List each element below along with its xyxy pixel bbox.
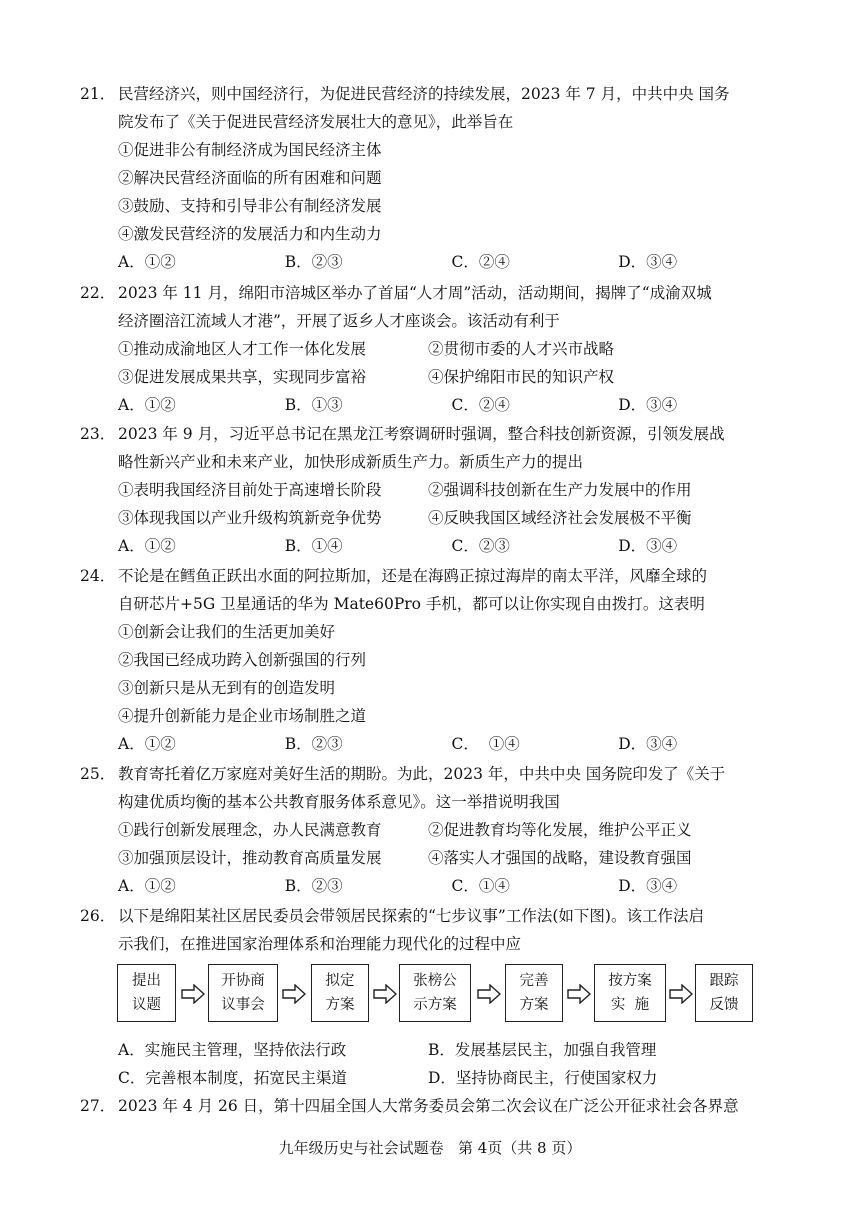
arrow-right-icon	[567, 984, 591, 1004]
flow-step-label: 开协商	[221, 973, 265, 989]
flow-step-label: 议题	[132, 997, 161, 1013]
question-stem-line	[80, 1092, 785, 1120]
option-b: B．①③	[284, 396, 343, 414]
question-number: 24．	[80, 567, 116, 585]
question-23	[80, 420, 785, 560]
question-stem-text: 2023 年 4 月 26 日，第十四届全国人大常务委员会第二次会议在广泛公开征求社会各界意	[118, 1097, 739, 1115]
option-c: C．②④	[451, 396, 510, 414]
statement-item: ③加强顶层设计，推动教育高质量发展	[118, 849, 382, 867]
flow-step-label: 按方案	[608, 973, 652, 989]
question-stem-line	[80, 420, 785, 448]
option-d: D．坚持协商民主，行使国家权力	[428, 1069, 658, 1087]
statement-row	[80, 476, 785, 504]
arrow-right-icon	[373, 984, 397, 1004]
option-d: D．③④	[618, 396, 678, 414]
flow-step-label: 完善	[519, 973, 549, 989]
statement-item: ③促进发展成果共享，实现同步富裕	[118, 368, 367, 386]
option-c: C． ①④	[451, 735, 520, 753]
answer-options	[80, 248, 785, 276]
statement-row	[80, 335, 785, 363]
flow-step	[399, 964, 471, 1022]
statement-item: ④落实人才强国的战略，建设教育强国	[428, 849, 692, 867]
statement-item: ①表明我国经济目前处于高速增长阶段	[118, 481, 382, 499]
arrow-right-icon	[477, 984, 501, 1004]
question-stem-text: 教育寄托着亿万家庭对美好生活的期盼。为此，2023 年，中共中央 国务院印发了《关于	[118, 765, 726, 783]
statement-item: ①促进非公有制经济成为国民经济主体	[118, 141, 382, 159]
question-number: 22．	[80, 284, 116, 302]
flow-step	[208, 964, 278, 1022]
option-a: A．实施民主管理，坚持依法行政	[118, 1041, 347, 1059]
flow-step	[311, 964, 369, 1022]
option-b: B．②③	[284, 253, 343, 271]
statement-item: ④反映我国区域经济社会发展极不平衡	[428, 509, 692, 527]
option-a: A．①②	[118, 537, 176, 555]
option-c: C．①④	[451, 877, 510, 895]
option-b: B．①④	[284, 537, 343, 555]
option-a: A．①②	[118, 735, 176, 753]
question-25	[80, 760, 785, 900]
flow-step-label: 提出	[132, 973, 161, 989]
flow-step	[117, 964, 176, 1022]
question-number: 21．	[80, 85, 116, 103]
option-b: B．②③	[284, 877, 343, 895]
flow-step-label: 实 施	[610, 997, 650, 1013]
question-stem-line	[80, 80, 785, 108]
statement-item: ③创新只是从无到有的创造发明	[118, 679, 336, 697]
question-stem-text: 2023 年 11 月，绵阳市涪城区举办了首届“人才周”活动，活动期间，揭牌了“成渝双城	[118, 284, 712, 302]
option-d: D．③④	[618, 537, 678, 555]
question-stem-line	[80, 902, 785, 930]
answer-options	[80, 730, 785, 758]
question-stem-line	[80, 562, 785, 590]
option-c: C．完善根本制度，拓宽民主渠道	[118, 1069, 347, 1087]
question-26-options	[80, 1036, 785, 1092]
statement-row	[80, 363, 785, 391]
question-22	[80, 279, 785, 419]
question-stem-text: 院发布了《关于促进民营经济发展壮大的意见》，此举旨在	[118, 113, 514, 131]
option-b: B．发展基层民主，加强自我管理	[428, 1041, 657, 1059]
statement-item: ③体现我国以产业升级构筑新竞争优势	[118, 509, 382, 527]
question-stem-text: 民营经济兴，则中国经济行，为促进民营经济的持续发展，2023 年 7 月，中共中央 国务	[118, 85, 730, 103]
statement-item: ①践行创新发展理念，办人民满意教育	[118, 821, 382, 839]
flow-step-label: 议事会	[221, 997, 265, 1013]
statement-item: ②解决民营经济面临的所有困难和问题	[118, 169, 382, 187]
question-stem-text: 2023 年 9 月，习近平总书记在黑龙江考察调研时强调，整合科技创新资源，引领发展战	[118, 425, 725, 443]
option-d: D．③④	[618, 877, 678, 895]
question-stem-line	[80, 760, 785, 788]
statement-item: ④激发民营经济的发展活力和内生动力	[118, 225, 382, 243]
question-stem-text: 以下是绵阳某社区居民委员会带领居民探索的“七步议事”工作法(如下图)。该工作法启	[118, 907, 704, 925]
question-stem-line	[80, 279, 785, 307]
question-stem-text: 构建优质均衡的基本公共教育服务体系意见》。这一举措说明我国	[118, 793, 560, 811]
answer-options	[80, 1064, 785, 1092]
arrow-right-icon	[669, 984, 693, 1004]
page-footer: 九年级历史与社会试题卷 第 4页（共 8 页）	[278, 1139, 582, 1157]
question-stem-text: 示我们，在推进国家治理体系和治理能力现代化的过程中应	[118, 935, 522, 953]
statement-item: ②强调科技创新在生产力发展中的作用	[428, 481, 692, 499]
flow-step-label: 反馈	[709, 997, 739, 1013]
statement-item: ②我国已经成功跨入创新强国的行列	[118, 651, 367, 669]
seven-step-flow-diagram	[117, 964, 767, 1026]
option-a: A．①②	[118, 877, 176, 895]
statement-item: ①创新会让我们的生活更加美好	[118, 623, 336, 641]
question-27	[80, 1092, 785, 1120]
answer-options	[80, 391, 785, 419]
answer-options	[80, 532, 785, 560]
statement-item: ②促进教育均等化发展，维护公平正义	[428, 821, 692, 839]
option-c: C．②③	[451, 537, 510, 555]
statement-item: ①推动成渝地区人才工作一体化发展	[118, 340, 367, 358]
question-number: 25．	[80, 765, 116, 783]
flow-step	[695, 964, 753, 1022]
question-number: 26．	[80, 907, 116, 925]
option-a: A．①②	[118, 253, 176, 271]
question-21	[80, 80, 785, 276]
answer-options	[80, 1036, 785, 1064]
arrow-right-icon	[181, 984, 205, 1004]
question-24	[80, 562, 785, 758]
option-a: A．①②	[118, 396, 176, 414]
statement-item: ④保护绵阳市民的知识产权	[428, 368, 615, 386]
arrow-right-icon	[282, 984, 306, 1004]
option-c: C．②④	[451, 253, 510, 271]
flow-step-label: 示方案	[413, 997, 457, 1013]
question-26	[80, 902, 785, 958]
question-number: 23．	[80, 425, 116, 443]
question-stem-text: 自研芯片+5G 卫星通话的华为 Mate60Pro 手机，都可以让你实现自由拨打。这表明	[118, 595, 705, 613]
question-stem-text: 不论是在鳕鱼正跃出水面的阿拉斯加，还是在海鸥正掠过海岸的南太平洋，风靡全球的	[118, 567, 708, 585]
option-d: D．③④	[618, 253, 678, 271]
statement-item: ③鼓励、支持和引导非公有制经济发展	[118, 197, 382, 215]
statement-item: ②贯彻市委的人才兴市战略	[428, 340, 615, 358]
statement-row	[80, 816, 785, 844]
statement-row	[80, 504, 785, 532]
flow-step-label: 拟定	[325, 973, 355, 989]
flow-step-label: 方案	[325, 997, 355, 1013]
flow-step-label: 跟踪	[709, 973, 739, 989]
question-number: 27．	[80, 1097, 116, 1115]
option-d: D．③④	[618, 735, 678, 753]
flow-step-label: 张榜公	[413, 973, 457, 989]
question-stem-text: 略性新兴产业和未来产业，加快形成新质生产力。新质生产力的提出	[118, 453, 584, 471]
flow-step	[505, 964, 563, 1022]
question-stem-text: 经济圈涪江流域人才港”，开展了返乡人才座谈会。该活动有利于	[118, 312, 560, 330]
statement-row	[80, 844, 785, 872]
answer-options	[80, 872, 785, 900]
statement-item: ④提升创新能力是企业市场制胜之道	[118, 707, 367, 725]
flow-step-label: 方案	[519, 997, 549, 1013]
option-b: B．②③	[284, 735, 343, 753]
flow-step	[594, 964, 666, 1022]
